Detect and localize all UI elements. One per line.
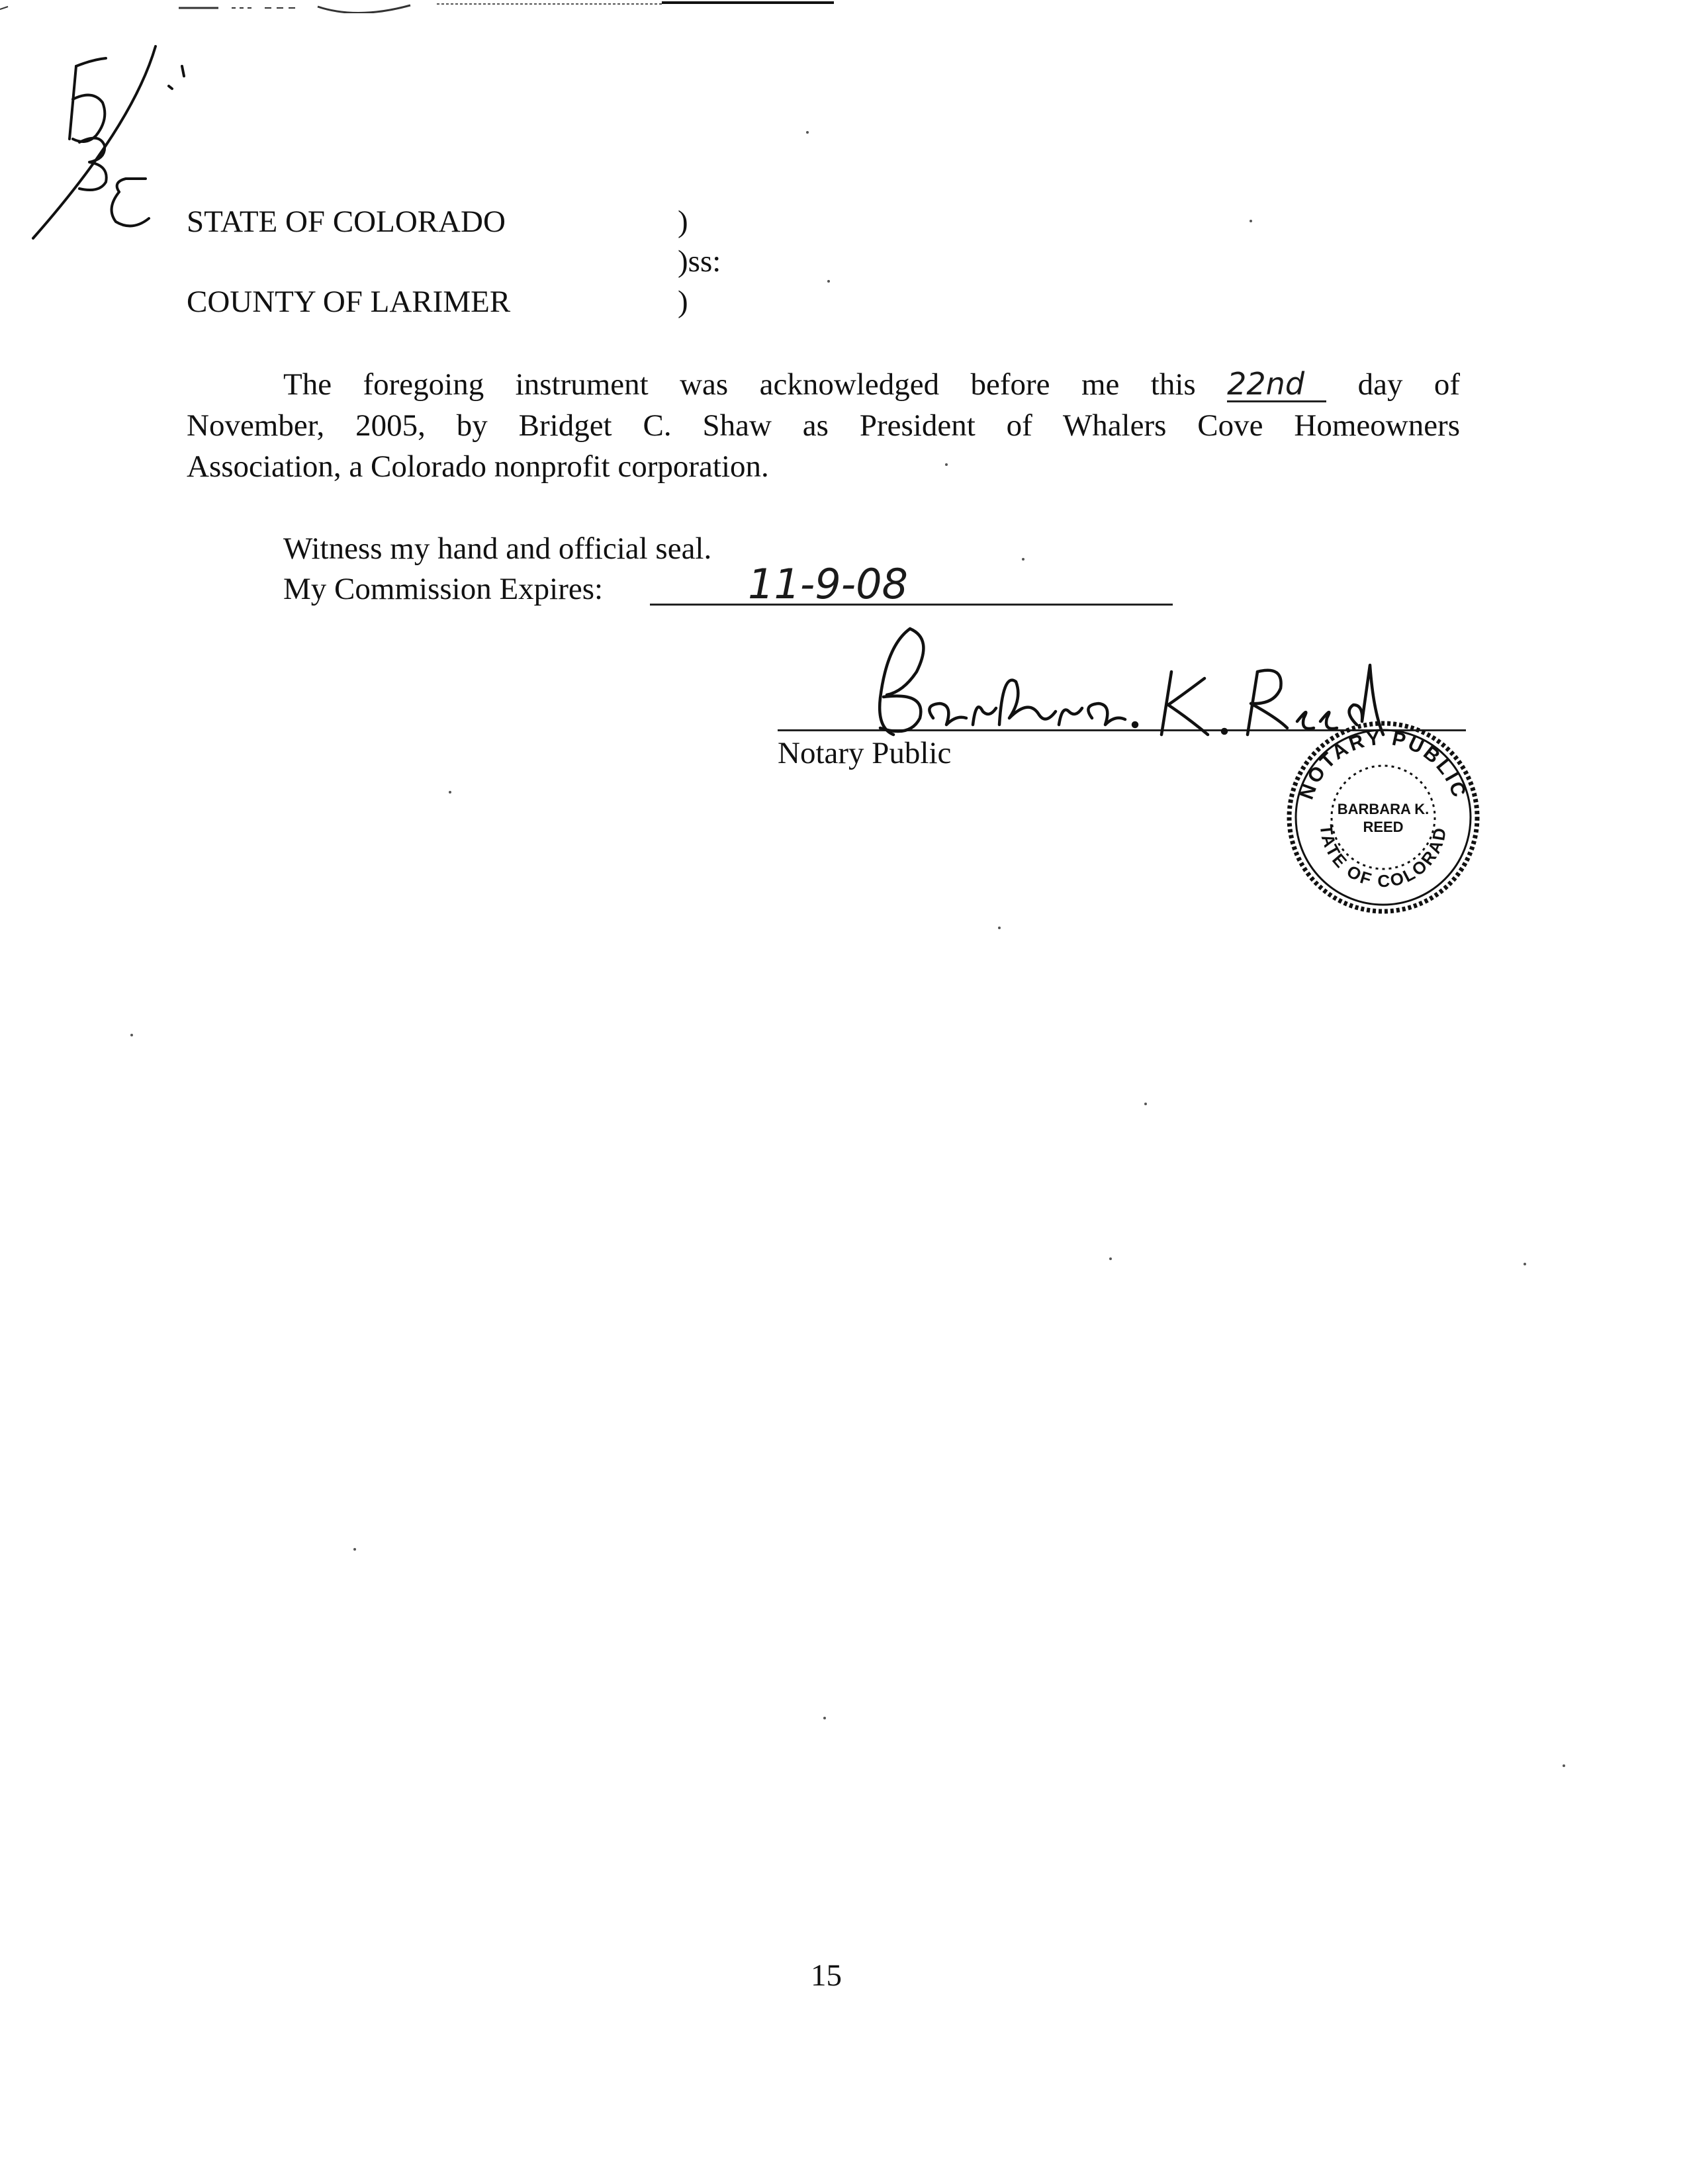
- venue-county: COUNTY OF LARIMER: [187, 285, 511, 319]
- scan-speck: [1250, 220, 1252, 222]
- venue-paren-bottom: ): [678, 285, 688, 319]
- commission-label: My Commission Expires:: [283, 572, 604, 606]
- notary-seal: [1284, 718, 1482, 917]
- day-handwritten: 22nd: [1227, 367, 1326, 402]
- scan-speck: [998, 927, 1001, 929]
- witness-statement: Witness my hand and official seal.: [283, 531, 712, 566]
- scan-speck: [353, 1548, 356, 1551]
- venue-ss: )ss:: [678, 244, 721, 279]
- acknowledgment-text-before-day: The foregoing instrument was acknowledged before me this: [283, 367, 1196, 402]
- top-scan-artifact: [0, 0, 1683, 13]
- scan-speck: [1524, 1263, 1526, 1265]
- scan-speck: [449, 791, 451, 794]
- scan-speck: [1022, 558, 1024, 561]
- margin-notation: [20, 20, 192, 245]
- commission-date-line: [650, 604, 1173, 606]
- seal-name-line-2: REED: [1363, 819, 1404, 835]
- scan-speck: [806, 131, 809, 134]
- scan-speck: [823, 1717, 826, 1719]
- seal-bottom-text: TATE OF COLORAD: [1316, 823, 1451, 891]
- commission-date-handwritten: 11-9-08: [748, 560, 908, 608]
- scan-speck: [130, 1034, 133, 1036]
- acknowledgment-line-1: [187, 364, 1460, 405]
- acknowledgment-text-after-day: day of: [1357, 367, 1461, 402]
- page-number: 15: [811, 1958, 842, 1993]
- scan-speck: [1563, 1764, 1565, 1767]
- venue-state: STATE OF COLORADO: [187, 205, 506, 239]
- notary-public-label: Notary Public: [778, 736, 952, 770]
- venue-paren-top: ): [678, 205, 688, 239]
- scan-speck: [1109, 1257, 1112, 1260]
- acknowledgment-line-3: Association, a Colorado nonprofit corporation.: [187, 449, 769, 484]
- scan-speck: [1144, 1103, 1147, 1105]
- scan-speck: [945, 463, 948, 466]
- acknowledgment-paragraph: [187, 364, 1460, 487]
- seal-top-text: NOTARY PUBLIC: [1295, 727, 1471, 803]
- seal-name-line-1: BARBARA K.: [1337, 801, 1430, 817]
- acknowledgment-line-2: November, 2005, by Bridget C. Shaw as President of Whalers Cove Homeowners: [187, 408, 1460, 443]
- scan-speck: [827, 280, 830, 283]
